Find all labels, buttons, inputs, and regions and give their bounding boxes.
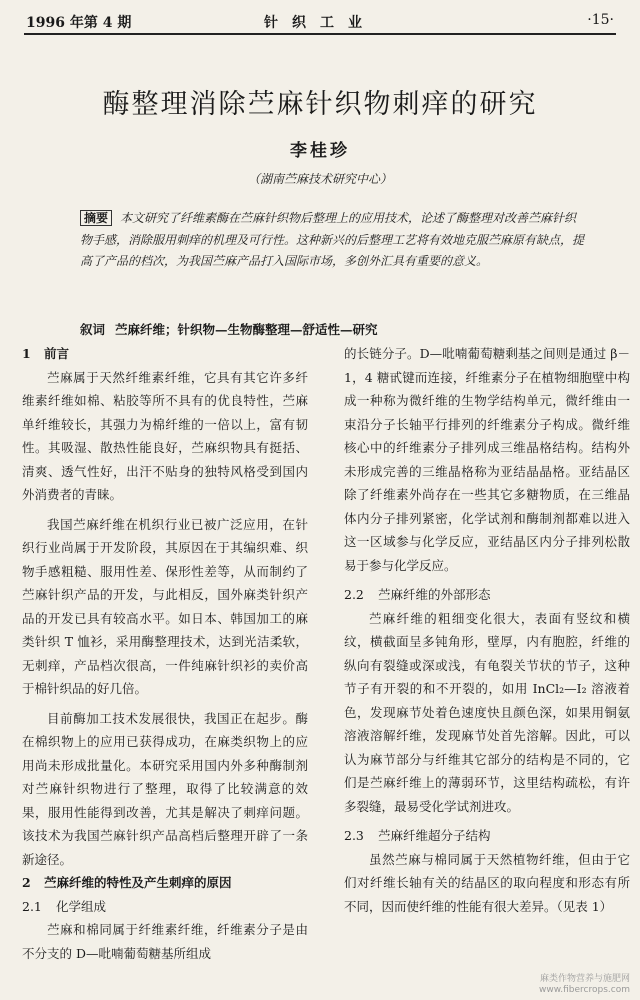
paragraph: 我国苎麻纤维在机织行业已被广泛应用，在针织行业尚属于开发阶段，其原因在于其编织难、织物手感粗糙、服用性差、保形性差等，从而制约了苎麻针织产品的开发，与此相反，国外麻类针织产品的开发已具有较高水平。如日本、韩国加工的麻类针织 T 恤衫，采用酶整理技术，达到光洁柔软，无刺痒，产品档次很高，一件纯麻针织衫的卖价高于棉针织品的好几倍。 <box>22 516 308 696</box>
subsection-heading-2-3: 2.3 苎麻纤维超分子结构 <box>344 828 491 843</box>
page-number: ·15· <box>587 12 614 28</box>
paragraph: 苎麻属于天然纤维素纤维，它具有其它许多纤维素纤维如棉、粘胶等所不具有的优良特性，苎麻单纤维较长，其强力为棉纤维的一倍以上，富有韧性。其吸湿、散热性能良好，苎麻织物具有挺括、清爽、透气性好，出汗不贴身的独特风格受到国内外消费者的青睐。 <box>22 369 308 502</box>
section-heading-2: 2 苎麻纤维的特性及产生刺痒的原因 <box>22 875 232 890</box>
journal-name: 针织工业 <box>264 15 376 31</box>
abstract <box>80 208 588 273</box>
header-rule <box>24 33 616 35</box>
section-heading-1: 1 前言 <box>22 346 70 361</box>
paragraph: 的长链分子。D—吡喃葡萄糖剩基之间则是通过 β－1，4 糖甙键而连接，纤维素分子在植物细胞壁中构成一种称为微纤维的生物学结构单元，微纤维由一束沿分子长轴平行排列的纤维素分子构成。微纤维核心中的纤维素分子排列成三维晶格结构。结构外未形成完善的三维晶格称为亚结晶晶格。亚结晶区除了纤维素外尚存在一些其它多糖物质，在三维晶体内分子排列紧密，化学试剂和酶制剂都难以进入这一区域参与化学反应，亚结晶区内分子排列松散易于参与化学反应。 <box>344 346 630 573</box>
subsection-heading-2-2: 2.2 苎麻纤维的外部形态 <box>344 587 491 602</box>
watermark: 麻类作物营养与施肥网 www.fibercrops.com <box>539 974 630 995</box>
article-title: 酶整理消除苎麻针织物刺痒的研究 <box>102 89 538 120</box>
right-column <box>344 342 630 918</box>
paragraph: 苎麻纤维的粗细变化很大，表面有竖纹和横纹，横截面呈多钝角形，壁厚，内有胞腔，纤维的纵向有裂缝或深或浅，有龟裂关节状的节子，这种节子有开裂的和不开裂的，如用 InCl₂—I₂ 溶液着色，发现麻节处着色速度快且颜色深，如果用铜氨溶液溶解纤维，发现麻节处首先溶解。因此，可以认为麻节部分与纤维其它部分的结构是不同的，它们是苎麻纤维上的薄弱环节，这里结构疏松，有许多裂缝，最易受化学试剂进攻。 <box>344 610 630 814</box>
paragraph: 目前酶加工技术发展很快，我国正在起步。酶在棉织物上的应用已获得成功，在麻类织物上的应用尚未形成批量化。本研究采用国内外多种酶制剂对苎麻针织物进行了整理，取得了比较满意的效果，服用性能得到改善，尤其是解决了刺痒问题。该技术为我国苎麻针织产品高档后整理开辟了一条新途径。 <box>22 710 308 867</box>
left-column <box>22 342 308 965</box>
abstract-text: 本文研究了纤维素酶在苎麻针织物后整理上的应用技术，论述了酶整理对改善苎麻针织物手感，消除服用刺痒的机理及可行性。这种新兴的后整理工艺将有效地克服苎麻原有缺点，提高了产品的档次，为我国苎麻产品打入国际市场，多创外汇具有重要的意义。 <box>80 211 585 268</box>
paragraph: 苎麻和棉同属于纤维素纤维，纤维素分子是由不分支的 D—吡喃葡萄糖基所组成 <box>22 922 308 961</box>
keywords <box>80 320 600 338</box>
keywords-label: 叙词 <box>80 322 106 337</box>
author-affiliation: （湖南苎麻技术研究中心） <box>247 172 392 186</box>
paragraph: 虽然苎麻与棉同属于天然植物纤维，但由于它们对纤维长轴有关的结晶区的取向程度和形态有所不同，因而使纤维的性能有很大差异。（见表 1） <box>344 851 630 914</box>
running-header <box>26 8 614 32</box>
keywords-text: 苎麻纤维；针织物—生物酶整理—舒适性—研究 <box>115 322 378 337</box>
subsection-heading-2-1: 2.1 化学组成 <box>22 898 107 914</box>
issue-info: 1996 年第 4 期 <box>26 15 132 31</box>
author-name: 李桂珍 <box>290 141 350 161</box>
abstract-label: 摘要 <box>80 210 112 226</box>
